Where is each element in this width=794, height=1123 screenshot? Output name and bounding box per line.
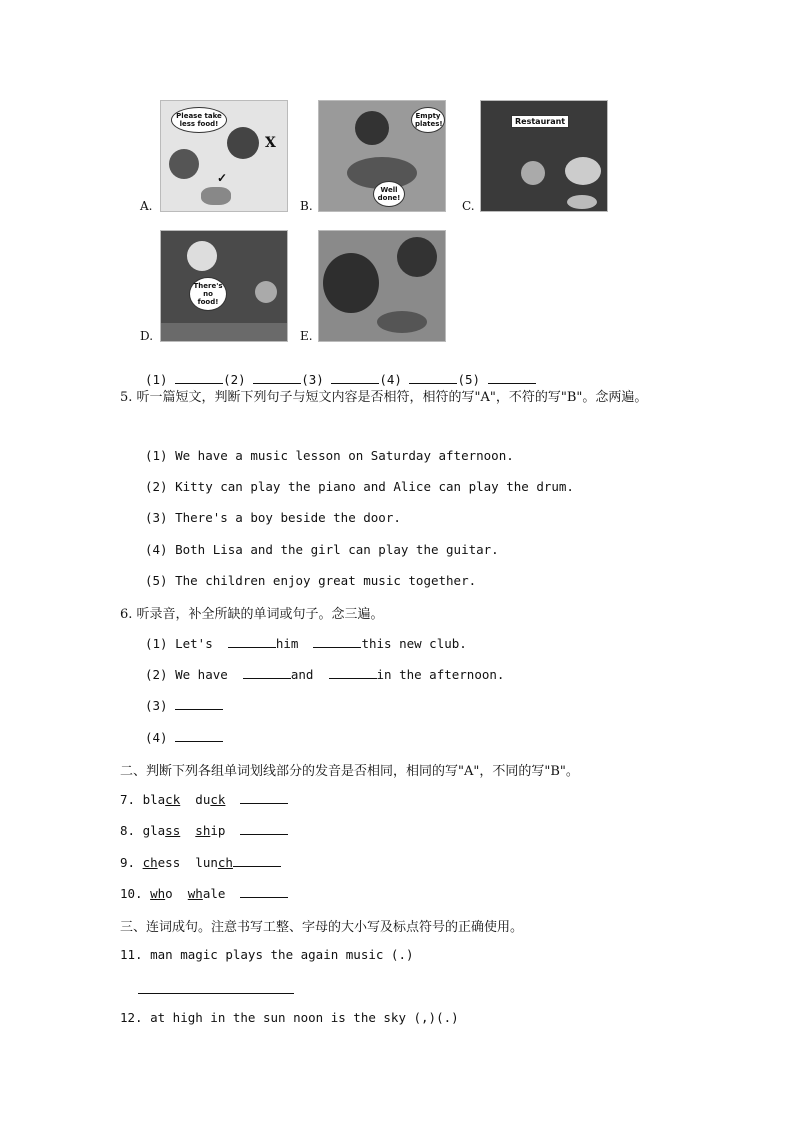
q6-heading: 6. 听录音，补全所缺的单词或句子。念三遍。 <box>120 607 384 622</box>
q10-word1-underlined: wh <box>150 886 166 901</box>
steamer-basket <box>323 253 379 313</box>
q6-item-2-num: (2) <box>145 667 168 682</box>
q10 <box>120 885 288 901</box>
q6-item-3 <box>145 697 223 713</box>
q5-item-3: (3) There's a boy beside the door. <box>145 510 401 525</box>
q7-num: 7. <box>120 792 136 807</box>
q6-item-4 <box>145 729 223 745</box>
chef-figure <box>187 241 217 271</box>
q7-answer-blank[interactable] <box>240 791 288 804</box>
answer-label-3: (3) <box>301 372 324 387</box>
q5-item-1: (1) We have a music lesson on Saturday afternoon. <box>145 448 514 463</box>
q8-word2-post: ip <box>210 823 226 838</box>
q8-word1-underlined: ss <box>165 823 181 838</box>
restaurant-sign: Restaurant <box>511 115 569 128</box>
q6-item-2-text-a: We have <box>175 667 228 682</box>
q6-item-2 <box>145 666 504 682</box>
picture-b-speech-bubble-top: Empty plates! <box>411 107 445 133</box>
q11-answer-line[interactable] <box>138 993 294 994</box>
picture-c <box>480 100 608 212</box>
answer-label-1: (1) <box>145 372 168 387</box>
answer-blank-1[interactable] <box>175 371 223 384</box>
q6-item-2-text-b: and <box>290 667 314 682</box>
picture-b-label: B. <box>300 199 313 213</box>
food-plate <box>565 157 601 185</box>
food-plate <box>567 195 597 209</box>
q6-item-2-text-c: in the afternoon. <box>376 667 505 682</box>
q7 <box>120 791 288 807</box>
q10-word1-post: o <box>165 886 173 901</box>
counter <box>161 323 287 341</box>
q10-word2-underlined: wh <box>187 886 203 901</box>
cross-mark: X <box>265 135 276 151</box>
picture-b <box>318 100 446 212</box>
q5-heading: 5. 听一篇短文，判断下列句子与短文内容是否相符，相符的写"A"，不符的写"B"。念两遍。 <box>120 390 648 405</box>
section-2-heading: 二、判断下列各组单词划线部分的发音是否相同，相同的写"A"，不同的写"B"。 <box>120 764 579 779</box>
q6-item-2-blank-1[interactable] <box>243 666 291 679</box>
answer-label-2: (2) <box>223 372 246 387</box>
q9-word2-pre: lun <box>195 855 218 870</box>
section-3-heading: 三、连词成句。注意书写工整、字母的大小写及标点符号的正确使用。 <box>120 920 524 935</box>
q9-answer-blank[interactable] <box>233 854 281 867</box>
picture-c-label: C. <box>462 199 475 213</box>
q5-item-2: (2) Kitty can play the piano and Alice can play the drum. <box>145 479 574 494</box>
old-man-figure <box>397 237 437 277</box>
q12: 12. at high in the sun noon is the sky (,)(.) <box>120 1010 459 1025</box>
q6-item-1-num: (1) <box>145 636 168 651</box>
food-plate <box>377 311 427 333</box>
q7-word1-underlined: ck <box>165 792 181 807</box>
q6-item-1-text-c: this new club. <box>361 636 467 651</box>
picture-e <box>318 230 446 342</box>
q6-item-3-num: (3) <box>145 698 168 713</box>
q10-word2-post: ale <box>202 886 226 901</box>
q8-word1-pre: gla <box>142 823 166 838</box>
q9-word1-post: ess <box>157 855 181 870</box>
q6-item-4-num: (4) <box>145 730 168 745</box>
q8-num: 8. <box>120 823 136 838</box>
q9-num: 9. <box>120 855 136 870</box>
picture-a-speech-bubble: Please take less food! <box>171 107 227 133</box>
answer-blank-2[interactable] <box>253 371 301 384</box>
q6-item-2-blank-2[interactable] <box>329 666 377 679</box>
picture-d-label: D. <box>140 329 154 343</box>
q8 <box>120 822 288 838</box>
picture-b-speech-bubble-bottom: Well done! <box>373 181 405 207</box>
q6-item-1-text-a: Let's <box>175 636 213 651</box>
picture-a <box>160 100 288 212</box>
q6-item-1 <box>145 635 467 651</box>
picture-d <box>160 230 288 342</box>
q9-word2-underlined: ch <box>217 855 233 870</box>
q7-word2-underlined: ck <box>210 792 226 807</box>
answer-label-4: (4) <box>379 372 402 387</box>
q10-answer-blank[interactable] <box>240 885 288 898</box>
q8-answer-blank[interactable] <box>240 822 288 835</box>
picture-e-label: E. <box>300 329 313 343</box>
q6-item-1-blank-1[interactable] <box>228 635 276 648</box>
q11: 11. man magic plays the again music (.) <box>120 947 414 962</box>
answer-blank-5[interactable] <box>488 371 536 384</box>
q6-item-4-blank[interactable] <box>175 729 223 742</box>
q9-word1-underlined: ch <box>142 855 158 870</box>
q7-word1-pre: bla <box>142 792 166 807</box>
check-mark: ✓ <box>217 171 228 185</box>
boy-figure <box>169 149 199 179</box>
q5-item-4: (4) Both Lisa and the girl can play the guitar. <box>145 542 499 557</box>
child-figure <box>355 111 389 145</box>
q6-item-3-blank[interactable] <box>175 697 223 710</box>
q7-word2-pre: du <box>195 792 211 807</box>
q8-word2-underlined: sh <box>195 823 211 838</box>
answer-blank-4[interactable] <box>409 371 457 384</box>
picture-a-label: A. <box>140 199 153 213</box>
food-plate <box>201 187 231 205</box>
q5-item-5: (5) The children enjoy great music together. <box>145 573 477 588</box>
q10-num: 10. <box>120 886 143 901</box>
q6-item-1-text-b: him <box>275 636 299 651</box>
q6-item-1-blank-2[interactable] <box>313 635 361 648</box>
answer-label-5: (5) <box>457 372 481 387</box>
picture-d-speech-bubble: There's no food! <box>189 277 227 311</box>
q9 <box>120 854 281 870</box>
picture-answer-row <box>145 356 536 387</box>
chef-figure <box>227 127 259 159</box>
boy-figure <box>521 161 545 185</box>
girl-figure <box>255 281 277 303</box>
answer-blank-3[interactable] <box>331 371 379 384</box>
